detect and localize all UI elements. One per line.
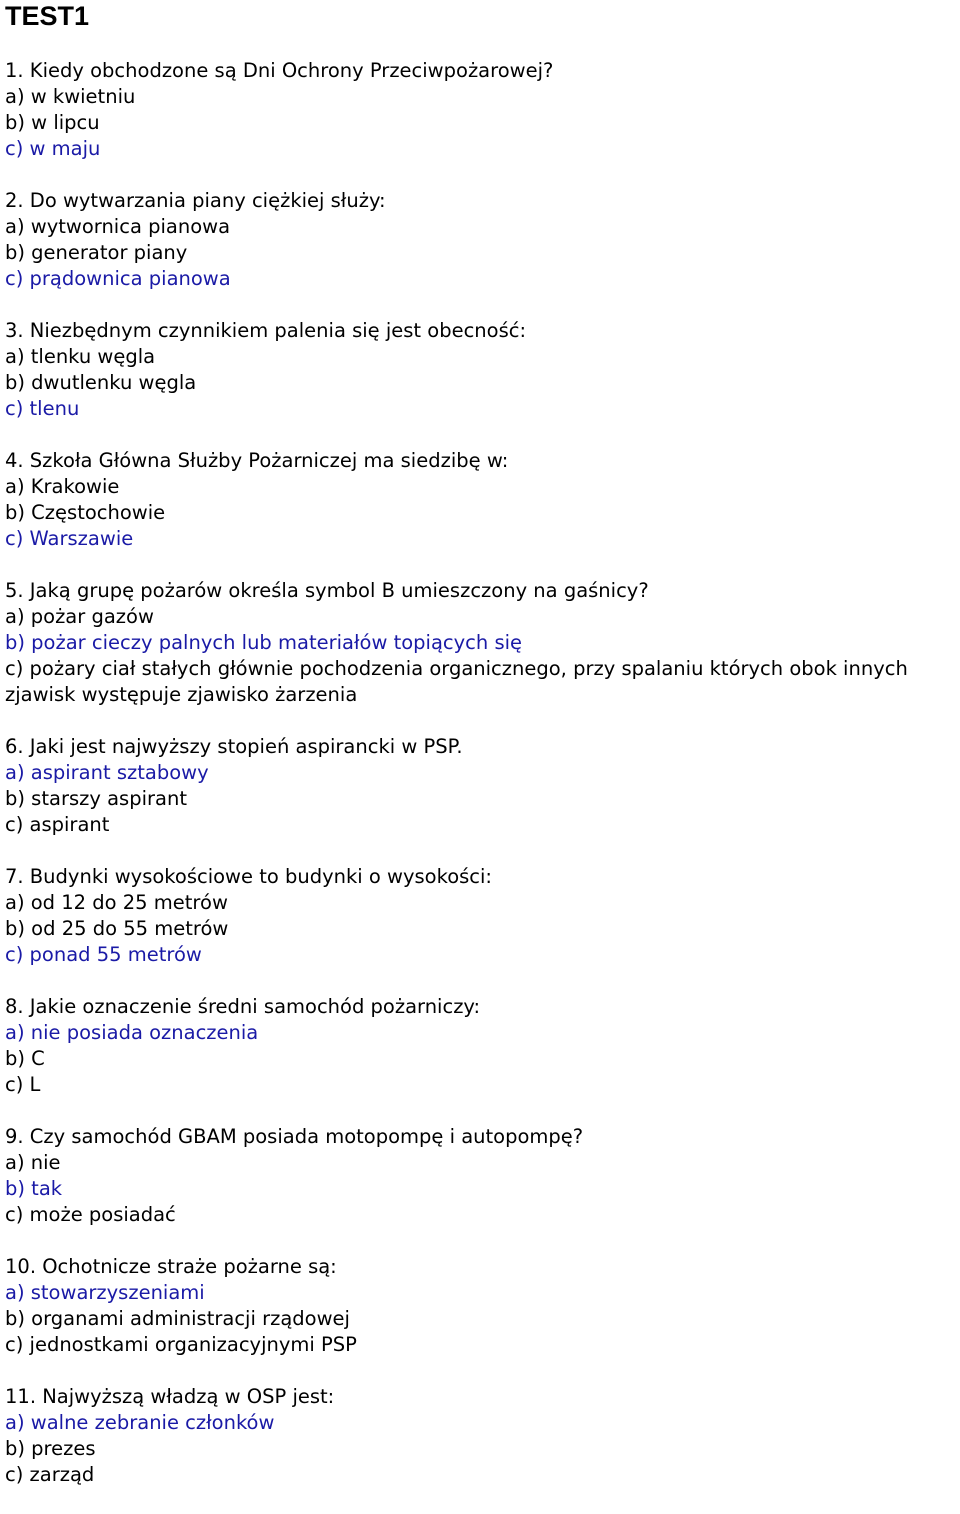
- correct-answer: a) nie posiada oznaczenia: [5, 1021, 259, 1044]
- answer-option: c) pożary ciał stałych głównie pochodzenia organicznego, przy spalaniu których obok innych zjawisk występuje zjawisko żarzenia: [5, 657, 908, 706]
- question-block: [5, 1384, 960, 1488]
- question-text: 5. Jaką grupę pożarów określa symbol B umieszczony na gaśnicy?: [5, 579, 649, 602]
- correct-answer: b) tak: [5, 1177, 63, 1200]
- question-text: 10. Ochotnicze straże pożarne są:: [5, 1255, 337, 1278]
- answer-option: c) może posiadać: [5, 1203, 176, 1226]
- question-text: 9. Czy samochód GBAM posiada motopompę i autopompę?: [5, 1125, 584, 1148]
- correct-answer: a) aspirant sztabowy: [5, 761, 209, 784]
- question-block: [5, 318, 960, 422]
- question-text: 4. Szkoła Główna Służby Pożarniczej ma siedzibę w:: [5, 449, 509, 472]
- correct-answer: c) w maju: [5, 137, 101, 160]
- question-text: 8. Jakie oznaczenie średni samochód pożarniczy:: [5, 995, 481, 1018]
- answer-option: b) organami administracji rządowej: [5, 1307, 350, 1330]
- correct-answer: b) pożar cieczy palnych lub materiałów topiących się: [5, 631, 523, 654]
- question-text: 1. Kiedy obchodzone są Dni Ochrony Przeciwpożarowej?: [5, 59, 554, 82]
- question-block: [5, 448, 960, 552]
- correct-answer: c) prądownica pianowa: [5, 267, 231, 290]
- question-text: 11. Najwyższą władzą w OSP jest:: [5, 1385, 335, 1408]
- answer-option: a) w kwietniu: [5, 85, 136, 108]
- answer-option: c) aspirant: [5, 813, 110, 836]
- question-text: 6. Jaki jest najwyższy stopień aspirancki w PSP.: [5, 735, 463, 758]
- correct-answer: a) walne zebranie członków: [5, 1411, 275, 1434]
- question-block: [5, 188, 960, 292]
- answer-option: c) zarząd: [5, 1463, 95, 1486]
- answer-option: b) C: [5, 1047, 45, 1070]
- correct-answer: c) ponad 55 metrów: [5, 943, 202, 966]
- answer-option: b) w lipcu: [5, 111, 100, 134]
- answer-option: a) wytwornica pianowa: [5, 215, 231, 238]
- question-text: 7. Budynki wysokościowe to budynki o wysokości:: [5, 865, 493, 888]
- question-text: 3. Niezbędnym czynnikiem palenia się jest obecność:: [5, 319, 527, 342]
- question-block: [5, 994, 960, 1098]
- answer-option: b) generator piany: [5, 241, 188, 264]
- question-block: [5, 1254, 960, 1358]
- answer-option: a) Krakowie: [5, 475, 120, 498]
- answer-option: b) starszy aspirant: [5, 787, 187, 810]
- answer-option: a) nie: [5, 1151, 61, 1174]
- answer-option: b) prezes: [5, 1437, 96, 1460]
- question-block: [5, 734, 960, 838]
- answer-option: b) od 25 do 55 metrów: [5, 917, 229, 940]
- document-page: [5, 0, 960, 1514]
- answer-option: a) tlenku węgla: [5, 345, 156, 368]
- question-block: [5, 578, 960, 708]
- answer-option: b) dwutlenku węgla: [5, 371, 197, 394]
- answer-option: c) jednostkami organizacyjnymi PSP: [5, 1333, 357, 1356]
- answer-option: a) pożar gazów: [5, 605, 154, 628]
- answer-option: c) L: [5, 1073, 41, 1096]
- document-title: TEST1: [5, 1, 90, 31]
- answer-option: a) od 12 do 25 metrów: [5, 891, 228, 914]
- correct-answer: c) Warszawie: [5, 527, 134, 550]
- question-list: [5, 58, 960, 1488]
- question-block: [5, 1124, 960, 1228]
- question-text: 2. Do wytwarzania piany ciężkiej służy:: [5, 189, 386, 212]
- question-block: [5, 864, 960, 968]
- question-block: [5, 58, 960, 162]
- correct-answer: c) tlenu: [5, 397, 80, 420]
- correct-answer: a) stowarzyszeniami: [5, 1281, 205, 1304]
- answer-option: b) Częstochowie: [5, 501, 166, 524]
